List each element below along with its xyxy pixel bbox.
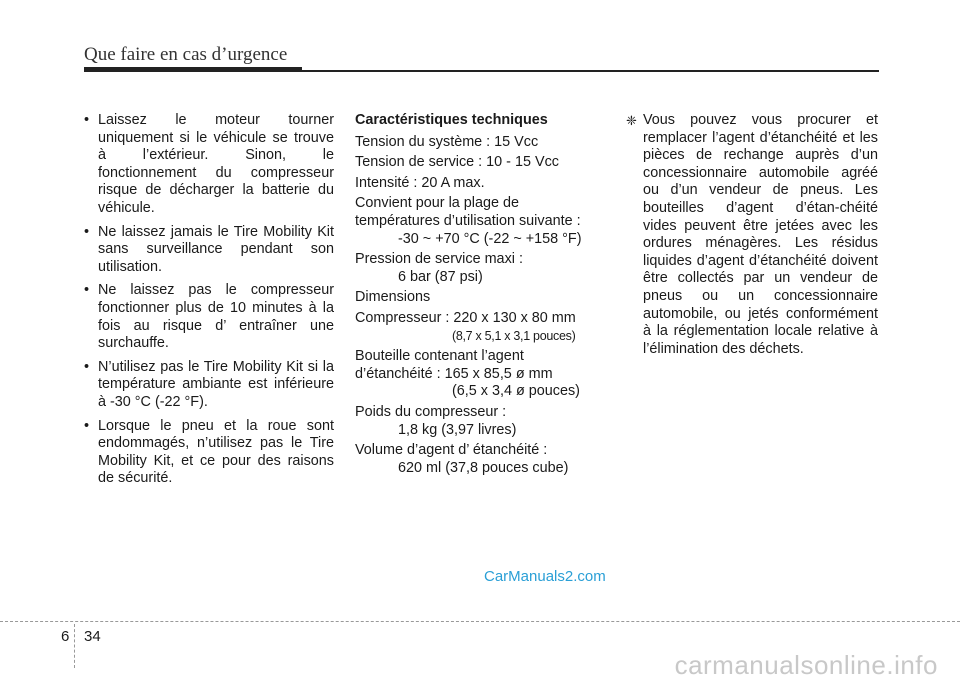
spec-temp-value: -30 ~ +70 °C (-22 ~ +158 °F) [398,230,582,247]
note-text: Vous pouvez vous procurer et remplacer l’agent d’étanchéité et les pièces de rechange auprès d’un concessionnaire automobile agréé ou d’un vendeur de pneus. Les bouteilles d’agent d’étan-chéité vides peuvent être jetées avec les ordures ménagères. Les résidus liquides d’agent d’étanchéité doivent être collectés par un vendeur de pneus ou un concessionnaire automobile, ou jetés conformément à la réglementation locale relative à l’élimination des déchets. [643,112,878,357]
site-footer-link[interactable]: carmanualsonline.info [674,650,938,680]
spec-bottle-dims-in: (6,5 x 3,4 ø pouces) [452,383,580,400]
note-asterism-icon: ❈ [626,113,637,128]
spec-weight-label: Poids du compresseur : [355,403,507,420]
chapter-number: 6 [61,628,70,645]
warning-item: • Laissez le moteur tourner uniquement si le véhicule se trouve à l’extérieur. Sinon, le fonctionnement du compresseur risque de décharger la batterie du véhicule. [84,112,334,218]
spec-pressure-label: Pression de service maxi : [355,251,523,268]
spec-weight-value: 1,8 kg (3,97 livres) [398,421,517,438]
note-column [626,112,878,358]
warning-item: • Ne laissez pas le compresseur fonctionner plus de 10 minutes à la fois au risque d’ entraîner une surchauffe. [84,282,334,352]
page-number: 34 [84,628,101,645]
specs-column [355,112,610,480]
watermark-link[interactable]: CarManuals2.com [484,568,606,585]
warning-item: • Lorsque le pneu et la roue sont endommagés, n’utilisez pas le Tire Mobility Kit, et ce pour des raisons de sécurité. [84,418,334,488]
spec-voltage: Tension du système : 15 Vcc [355,133,539,150]
spec-volume-value: 620 ml (37,8 pouces cube) [398,459,569,476]
warning-list [84,112,334,488]
spec-volume-label: Volume d’agent d’ étanchéité : [355,442,548,459]
spec-temp-label-2: températures d’utilisation suivante : [355,212,581,229]
note-paragraph [626,112,878,358]
spec-current: Intensité : 20 A max. [355,174,485,191]
spec-bottle-dims: d’étanchéité : 165 x 85,5 ø mm [355,365,553,382]
footer-rule [0,621,960,622]
warning-item: • N’utilisez pas le Tire Mobility Kit si la température ambiante est inférieure à -30 °C (-22 °F). [84,359,334,412]
spec-pressure-value: 6 bar (87 psi) [398,268,483,285]
spec-compressor-dims-in: (8,7 x 5,1 x 3,1 pouces) [452,328,576,343]
spec-dimensions-label: Dimensions [355,289,431,306]
warnings-column [84,112,334,494]
spec-compressor-dims: Compresseur : 220 x 130 x 80 mm [355,309,576,326]
specs-heading: Caractéristiques techniques [355,112,548,128]
warning-item: • Ne laissez jamais le Tire Mobility Kit sans surveillance pendant son utilisation. [84,224,334,277]
footer-divider [74,624,75,668]
spec-temp-label-1: Convient pour la plage de [355,195,520,212]
spec-service-voltage: Tension de service : 10 - 15 Vcc [355,154,559,171]
page-title: Que faire en cas d’urgence [84,44,288,65]
spec-bottle-label: Bouteille contenant l’agent [355,348,524,365]
header-rule [84,70,879,72]
